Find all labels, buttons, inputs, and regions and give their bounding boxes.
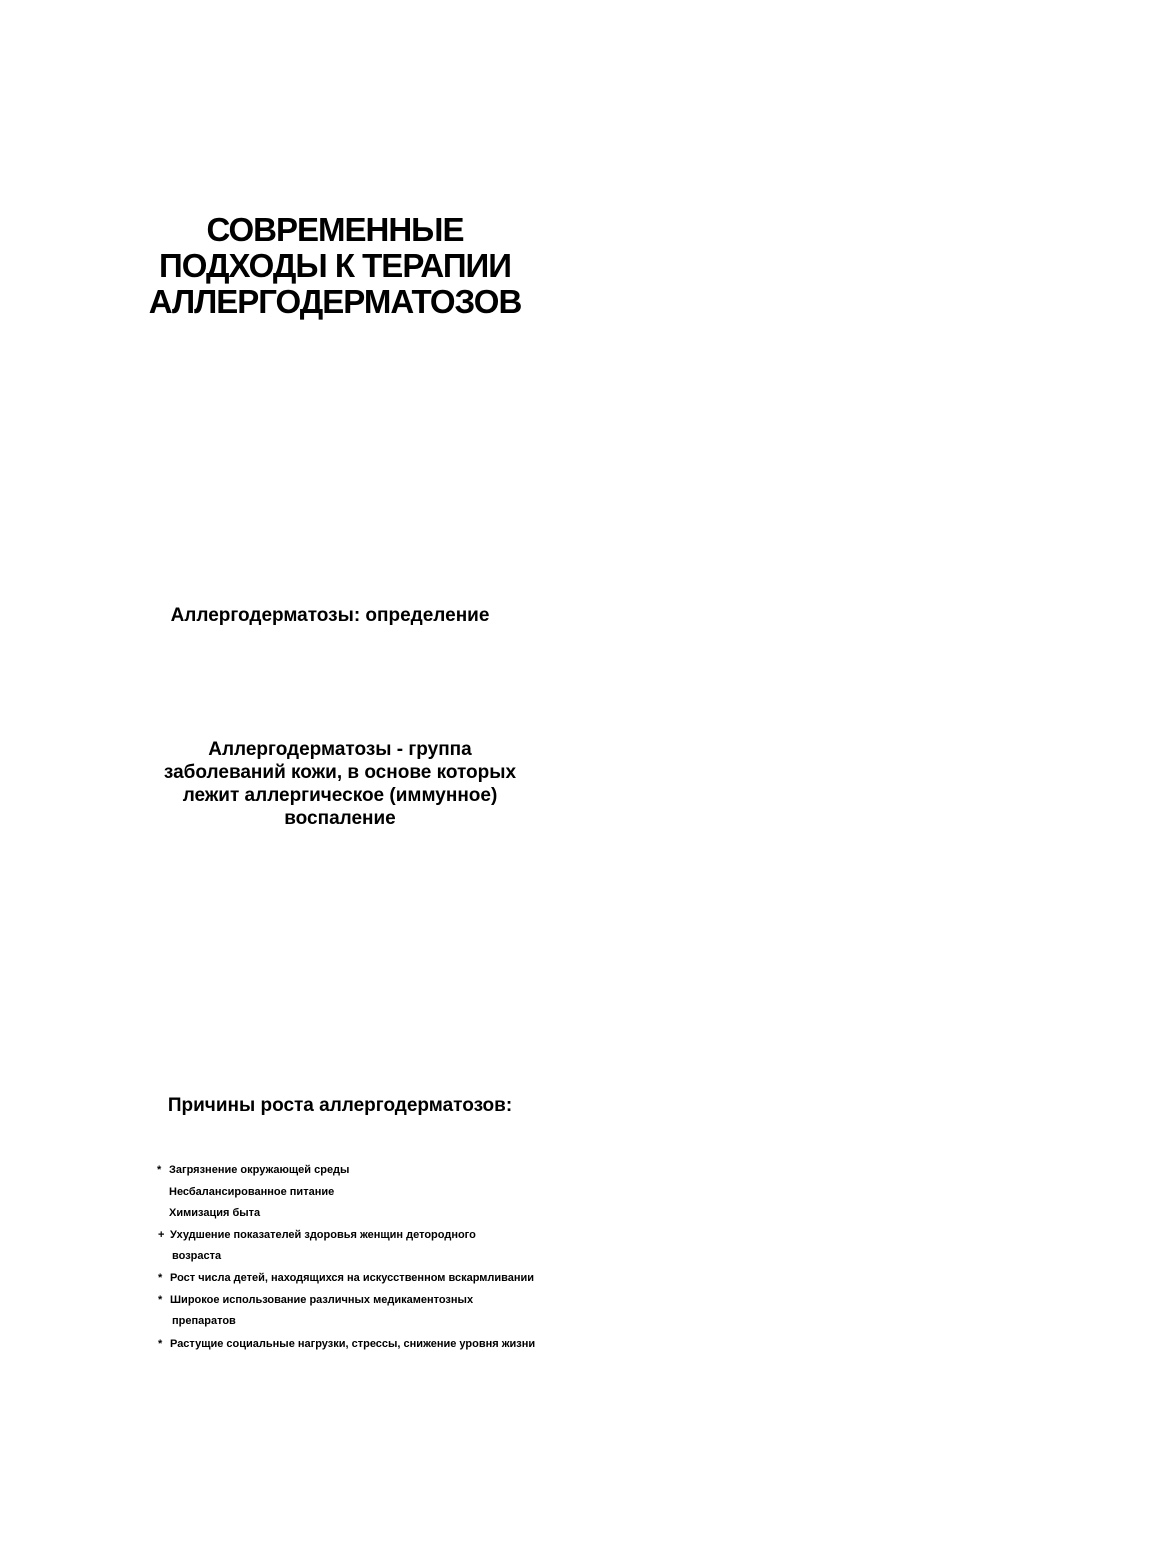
cause-text: Ухудшение показателей здоровья женщин детородного <box>170 1229 476 1241</box>
definition-line: заболеваний кожи, в основе которых <box>163 762 517 783</box>
cause-item <box>160 1314 236 1328</box>
cause-text: препаратов <box>172 1315 236 1327</box>
definition-text <box>120 738 560 830</box>
definition-line: воспаление <box>284 808 396 829</box>
cause-item <box>158 1228 476 1242</box>
title-line: АЛЛЕРГОДЕРМАТОЗОВ <box>148 283 522 320</box>
definition-line: Аллергодерматозы - группа <box>208 739 472 760</box>
cause-text: Широкое использование различных медикаментозных <box>170 1294 474 1306</box>
cause-text: Загрязнение окружающей среды <box>169 1164 350 1176</box>
cause-item <box>160 1249 221 1263</box>
bullet-marker: * <box>158 1338 163 1350</box>
cause-text: возраста <box>172 1250 222 1262</box>
title-line: ПОДХОДЫ К ТЕРАПИИ <box>159 247 511 284</box>
title-line: СОВРЕМЕННЫЕ <box>206 211 464 248</box>
cause-text: Химизация быта <box>169 1207 261 1219</box>
bullet-marker: * <box>157 1164 162 1176</box>
cause-item <box>157 1185 334 1199</box>
cause-item <box>157 1206 260 1220</box>
cause-item <box>158 1271 534 1285</box>
cause-text: Рост числа детей, находящихся на искусственном вскармливании <box>170 1272 535 1284</box>
bullet-marker: * <box>158 1272 163 1284</box>
definition-line: лежит аллергическое (иммунное) <box>182 785 498 806</box>
cause-text: Растущие социальные нагрузки, стрессы, снижение уровня жизни <box>170 1338 536 1350</box>
cause-item <box>158 1293 473 1307</box>
cause-item <box>158 1337 535 1351</box>
bullet-marker: * <box>158 1294 163 1306</box>
bullet-marker: + <box>158 1229 165 1241</box>
definition-heading: Аллергодерматозы: определение <box>170 605 490 626</box>
cause-text: Несбалансированное питание <box>169 1186 335 1198</box>
cause-item <box>157 1163 349 1177</box>
causes-heading: Причины роста аллергодерматозов: <box>167 1095 513 1116</box>
document-title <box>120 212 550 320</box>
